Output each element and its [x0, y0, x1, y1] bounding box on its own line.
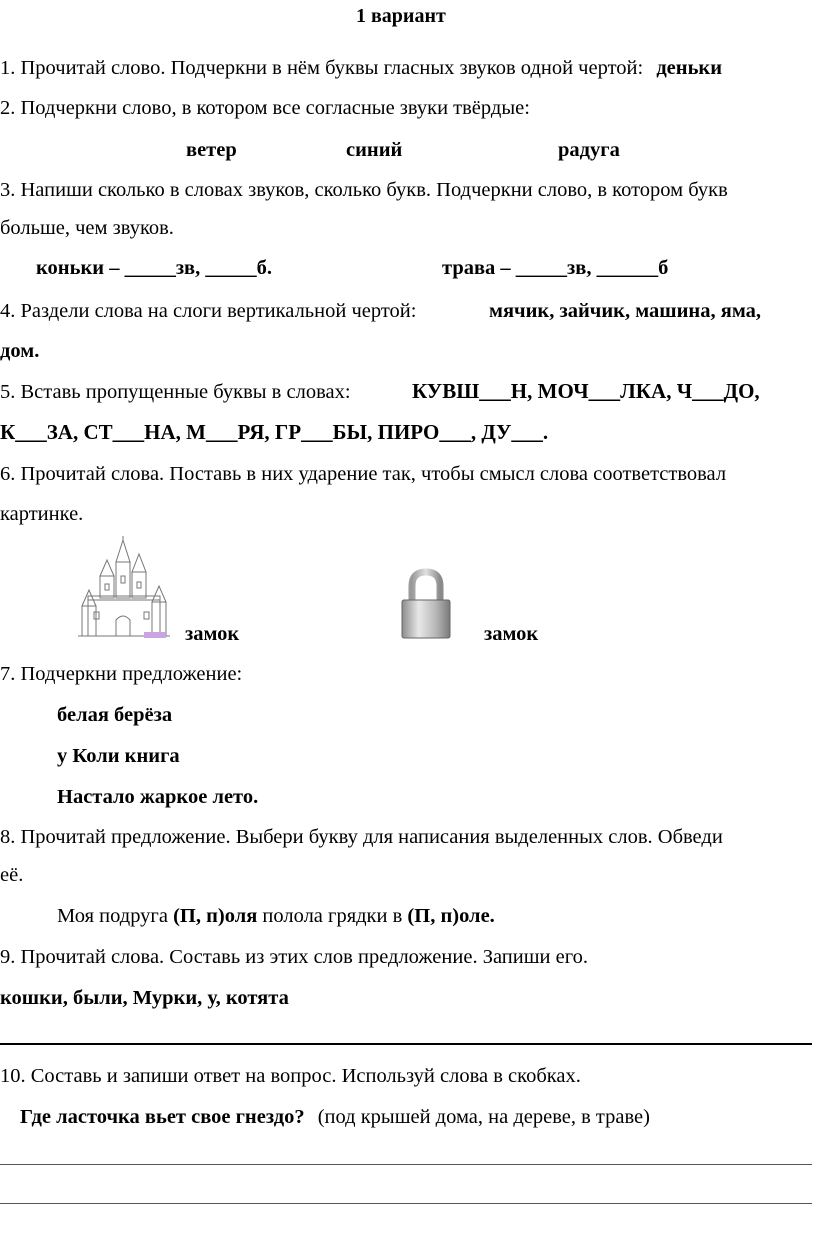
question-1-word: деньки: [656, 57, 723, 79]
question-1-text: 1. Прочитай слово. Подчеркни в нём буквы гласных звуков одной чертой:: [0, 57, 644, 79]
question-7-option-1: белая берёза: [57, 704, 173, 726]
question-2-text: 2. Подчеркни слово, в котором все согласные звуки твёрдые:: [0, 97, 530, 119]
answer-line-10-2[interactable]: [0, 1203, 812, 1204]
question-7-text: 7. Подчеркни предложение:: [0, 663, 243, 685]
question-8-sentence-part-1: Моя подруга: [57, 905, 174, 927]
question-6-word-1: замок: [185, 623, 240, 645]
question-6-word-2: замок: [484, 623, 539, 645]
question-9-words: кошки, были, Мурки, у, котята: [0, 987, 289, 1009]
question-3-example-2: трава – _____зв, ______б: [442, 257, 669, 279]
question-10-hint: (под крышей дома, на дереве, в траве): [317, 1106, 650, 1128]
question-2-word-1: ветер: [186, 139, 237, 161]
question-7-option-2: у Коли книга: [57, 745, 180, 767]
question-8-sentence: [57, 904, 495, 928]
question-9-text: 9. Прочитай слова. Составь из этих слов предложение. Запиши его.: [0, 946, 588, 968]
question-4-words-line-1: мячик, зайчик, машина, яма,: [489, 300, 762, 322]
worksheet-title: 1 вариант: [356, 5, 446, 27]
question-10-question: Где ласточка вьет свое гнездо?: [20, 1106, 305, 1128]
question-2-word-2: синий: [346, 139, 403, 161]
answer-line-9[interactable]: [0, 1043, 812, 1045]
question-8-line-1: 8. Прочитай предложение. Выбери букву для написания выделенных слов. Обведи: [0, 826, 723, 848]
question-4-words-line-2: дом.: [0, 340, 40, 362]
question-1: [0, 56, 722, 80]
question-4-text: 4. Раздели слова на слоги вертикальной чертой:: [0, 300, 417, 322]
question-3-example-1: коньки – _____зв, _____б.: [36, 257, 273, 279]
question-8-highlight-1: (П, п)оля: [173, 905, 258, 927]
castle-image: [78, 536, 170, 640]
question-6-line-2: картинке.: [0, 503, 84, 525]
question-5-words-line-1: КУВШ___Н, МОЧ___ЛКА, Ч___ДО,: [412, 379, 760, 403]
question-8-line-2: её.: [0, 864, 24, 886]
question-6-line-1: 6. Прочитай слова. Поставь в них ударение так, чтобы смысл слова соответствовал: [0, 463, 727, 485]
question-7-option-3: Настало жаркое лето.: [57, 786, 259, 808]
answer-line-10-1[interactable]: [0, 1164, 812, 1165]
question-5-text: 5. Вставь пропущенные буквы в словах:: [0, 381, 351, 403]
question-8-sentence-part-2: полола грядки в: [257, 905, 408, 927]
question-2-word-3: радуга: [558, 139, 620, 161]
question-3-line-2: больше, чем звуков.: [0, 217, 174, 239]
padlock-image: [398, 568, 454, 640]
question-8-highlight-2: (П, п)оле.: [407, 905, 495, 927]
question-10-prompt: [20, 1105, 650, 1129]
question-5: [0, 380, 812, 404]
question-4: [0, 299, 812, 323]
question-3-line-1: 3. Напиши сколько в словах звуков, сколько букв. Подчеркни слово, в котором букв: [0, 179, 728, 201]
question-5-words-line-2: К___ЗА, СТ___НА, М___РЯ, ГР___БЫ, ПИРО___, ДУ___.: [0, 420, 549, 444]
question-10-text: 10. Составь и запиши ответ на вопрос. Используй слова в скобках.: [0, 1065, 581, 1087]
